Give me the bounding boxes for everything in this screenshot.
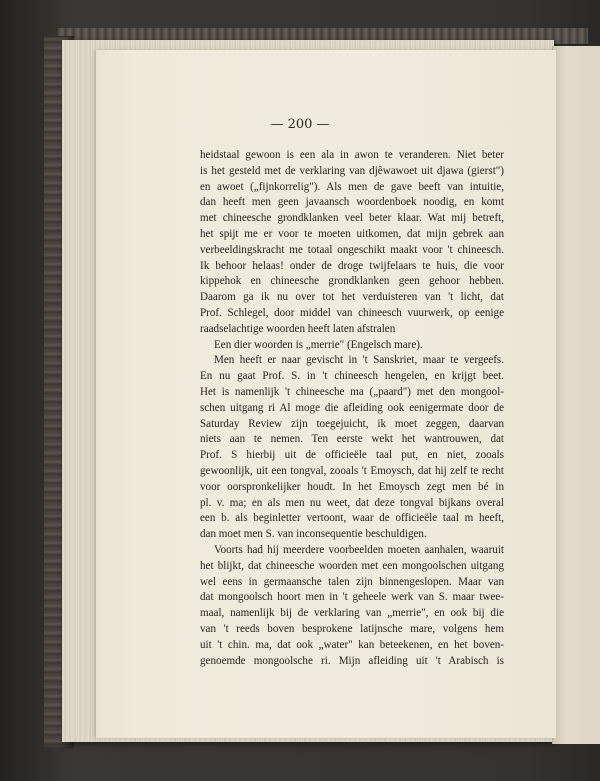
- text-line: Prof. Schlegel, door middel van chineesch vuurwerk, op eenige: [200, 306, 504, 319]
- text-line: dat mongoolsch hoort men in 't geheele werk van S. maar twee-: [200, 591, 504, 604]
- text-line: dan heeft men geen javaansch woordenboek noodig, en komt: [200, 196, 504, 209]
- text-line: van 't reeds boven besprokene latijnsche mare, volgens hem: [200, 622, 504, 635]
- page-number: — 200 —: [270, 117, 330, 132]
- text-line: het spijt me er voor te moeten uitkomen, dat mijn gebrek aan: [200, 227, 504, 240]
- text-line: dan moet men S. van inconsequentie beschuldigen.: [200, 528, 427, 541]
- text-line: Prof. S hierbij uit de officieële taal put, en niet, zooals: [200, 449, 504, 462]
- text-line: een b. als beginletter vertoont, waar de officieële taal m heeft,: [200, 512, 504, 525]
- text-line: maal, namenlijk bij de verklaring van „merrie", en ook bij die: [200, 607, 504, 620]
- text-line: Men heeft er naar gevischt in 't Sanskriet, maar te vergeefs.: [214, 354, 504, 367]
- text-line: raadselachtige woorden heeft laten afstralen: [200, 322, 396, 335]
- text-line: het blijkt, dat chineesche woorden met een mongoolschen uitgang: [200, 559, 504, 572]
- text-line: Een dier woorden is „merrie" (Engelsch mare).: [214, 338, 423, 351]
- text-line: kippehok en chineesche grondklanken geen gehoor hebben.: [200, 275, 504, 288]
- text-line: wel eens in germaansche talen zijn binnengeslopen. Maar van: [200, 575, 504, 588]
- text-line: voor oorspronkelijker houdt. In het Emoysch zegt men bé in: [200, 480, 504, 493]
- text-line: gewoonlijk, uit een tongval, zooals 't Emoysch, dat hij zelf te recht: [200, 464, 504, 477]
- text-line: schen uitgang ri Al moge die afleiding ook eenigermate door de: [200, 401, 504, 414]
- text-line: Voorts had hij meerdere voorbeelden moeten aanhalen, waaruit: [214, 543, 504, 556]
- text-line: Het is namenlijk 't chineesche ma („paard") met den mongool-: [200, 385, 504, 398]
- text-line: pl. v. ma; en als men nu weet, dat deze tongval bijkans overal: [200, 496, 504, 509]
- text-line: Daarom ga ik nu over tot het verduisteren van 't licht, dat: [200, 291, 504, 304]
- text-line: en awoet („fijnkorrelig"). Als men de gave beeft van intuitie,: [200, 180, 504, 193]
- text-line: met chineesche grondklanken veel beter klaar. Wat mij betreft,: [200, 212, 504, 225]
- text-line: En nu gaat Prof. S. in 't chineesch hengelen, en krijgt beet.: [200, 370, 504, 383]
- text-line: Saturday Review zijn toegejuicht, ik moet zeggen, daarvan: [200, 417, 504, 430]
- body-text: [200, 148, 504, 669]
- text-line: verbeeldingskracht me totaal ongeschikt maakt voor 't chineesch.: [200, 243, 504, 256]
- text-line: heidstaal gewoon is een ala in awon te veranderen. Niet beter: [200, 149, 504, 161]
- text-line: Ik behoor helaas! onder de droge twijfelaars te huis, die voor: [200, 259, 504, 272]
- text-line: uit 't chin. ma, dat ook „water" kan beteekenen, en het boven-: [200, 638, 504, 651]
- text-line: niets aan te nemen. Ten eerste wekt het wantrouwen, dat: [200, 433, 504, 446]
- facing-page-edge: [552, 46, 600, 744]
- text-line: genoemde mongoolsche ri. Mijn afleiding uit 't Arabisch is: [200, 654, 504, 667]
- text-line: is het gesteld met de verklaring van djêwawoet uit djawa (gierst"): [200, 164, 504, 177]
